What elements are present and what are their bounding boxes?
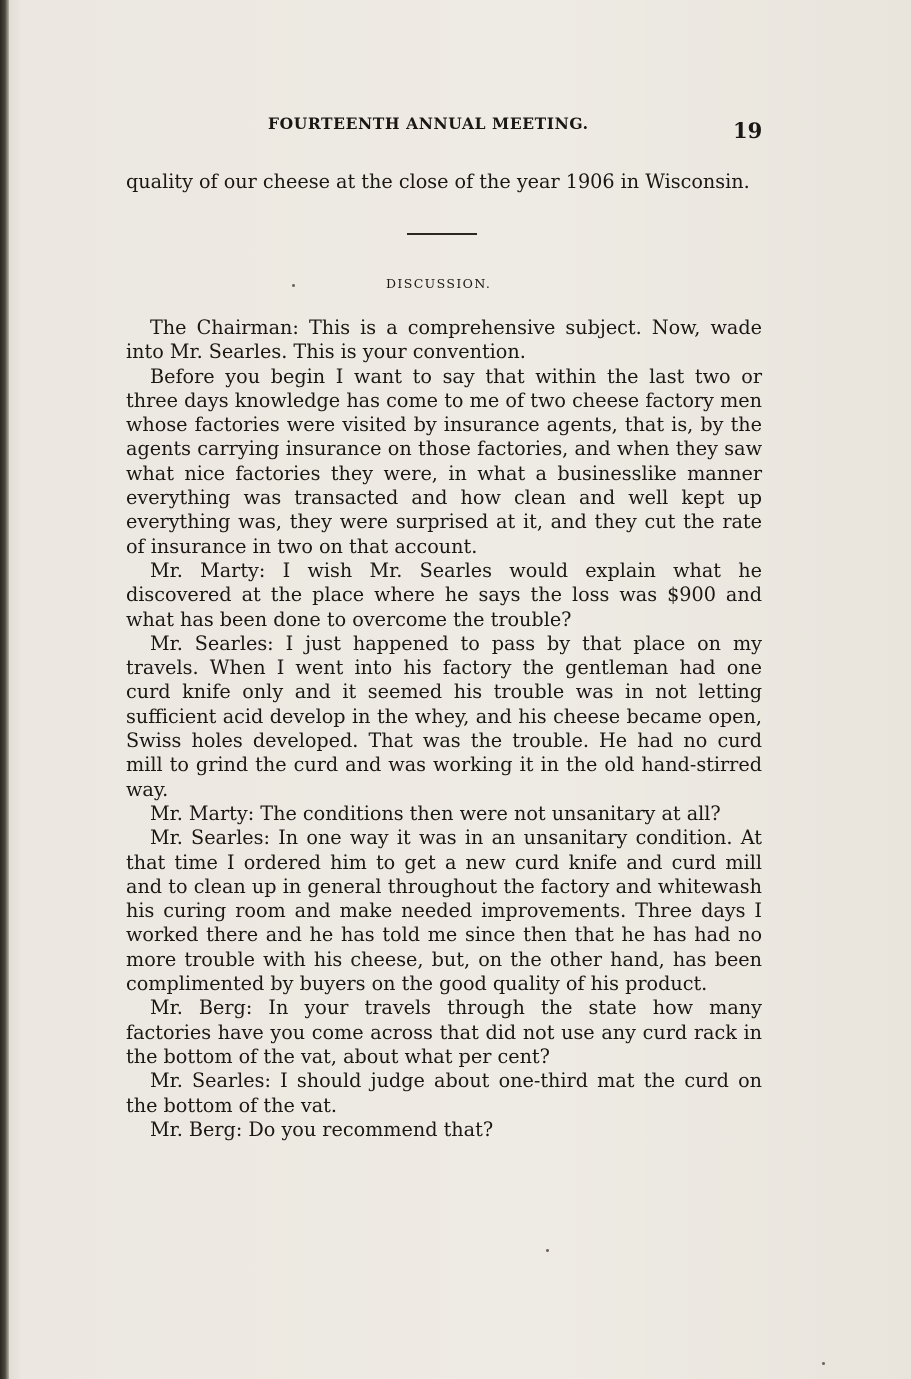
binding-edge xyxy=(0,0,9,1379)
speaker-label: Mr. Marty: xyxy=(150,801,255,825)
paragraph-text: Do you recommend that? xyxy=(248,1117,494,1141)
paragraph-text: I just happened to pass by that place on my travels. When I went into his factory the gentleman had one curd knife only and it seemed his trouble was in not letting sufficient acid develop in the whey, and his cheese became open, Swiss holes developed. That was the trouble. He had no curd mill to grind the curd and was working it in the old hand-stirred way. xyxy=(126,631,762,801)
paragraph-searles-judgement xyxy=(126,1069,762,1118)
paragraph-searles-conditions xyxy=(126,826,762,996)
paragraph-berg-final xyxy=(126,1118,762,1142)
running-head: FOURTEENTH ANNUAL MEETING. xyxy=(268,114,589,133)
paragraph-chairman xyxy=(126,316,762,365)
paragraph-text: I should judge about one-third mat the curd on the bottom of the vat. xyxy=(126,1069,762,1117)
speaker-label: Mr. Berg: xyxy=(150,1117,243,1141)
discussion-body xyxy=(126,316,762,1142)
continuation-paragraph: quality of our cheese at the close of the year 1906 in Wisconsin. xyxy=(126,170,750,193)
section-divider-rule xyxy=(407,233,477,235)
paragraph-berg-question xyxy=(126,996,762,1069)
paragraph-chairman-continued xyxy=(126,365,762,559)
paragraph-text: In your travels through the state how many factories have you come across that did not use any curd rack in the bottom of the vat, about what per cent? xyxy=(126,996,762,1068)
paragraph-text: Before you begin I want to say that within the last two or three days knowledge has come to me of two cheese factory men whose factories were visited by insurance agents, that is, by the agents carrying insurance on those factories, and when they saw what nice factories they were, in what a businesslike manner everything was transacted and how clean and well kept up everything was, they were surprised at it, and they cut the rate of insurance in two on that account. xyxy=(126,364,762,558)
paragraph-text: The conditions then were not unsanitary at all? xyxy=(260,801,721,825)
section-heading: DISCUSSION. xyxy=(386,276,492,291)
paragraph-marty-question xyxy=(126,559,762,632)
paper-speck xyxy=(822,1362,825,1365)
speaker-label: Mr. Berg: xyxy=(150,996,253,1020)
speaker-label: Mr. Marty: xyxy=(150,558,266,582)
paper-speck xyxy=(292,284,295,287)
paragraph-marty-followup xyxy=(126,802,762,826)
paragraph-text: This is a comprehensive subject. Now, wade into Mr. Searles. This is your convention. xyxy=(126,316,762,364)
speaker-label: Mr. Searles: xyxy=(150,826,270,850)
paragraph-text: I wish Mr. Searles would explain what he discovered at the place where he says the loss was $900 and what has been done to overcome the trouble? xyxy=(126,558,762,631)
paragraph-text: In one way it was in an unsanitary condition. At that time I ordered him to get a new curd knife and curd mill and to clean up in general throughout the factory and whitewash his curing room and make needed improvements. Three days I worked there and he has told me since then that he has had no more trouble with his cheese, but, on the other hand, has been complimented by buyers on the good quality of his product. xyxy=(126,826,762,996)
page-number: 19 xyxy=(733,118,763,143)
speaker-label: Mr. Searles: xyxy=(150,1069,271,1093)
speaker-label: The Chairman: xyxy=(150,316,299,339)
speaker-label: Mr. Searles: xyxy=(150,631,274,655)
paper-speck xyxy=(546,1249,549,1252)
paragraph-searles-answer xyxy=(126,632,762,802)
